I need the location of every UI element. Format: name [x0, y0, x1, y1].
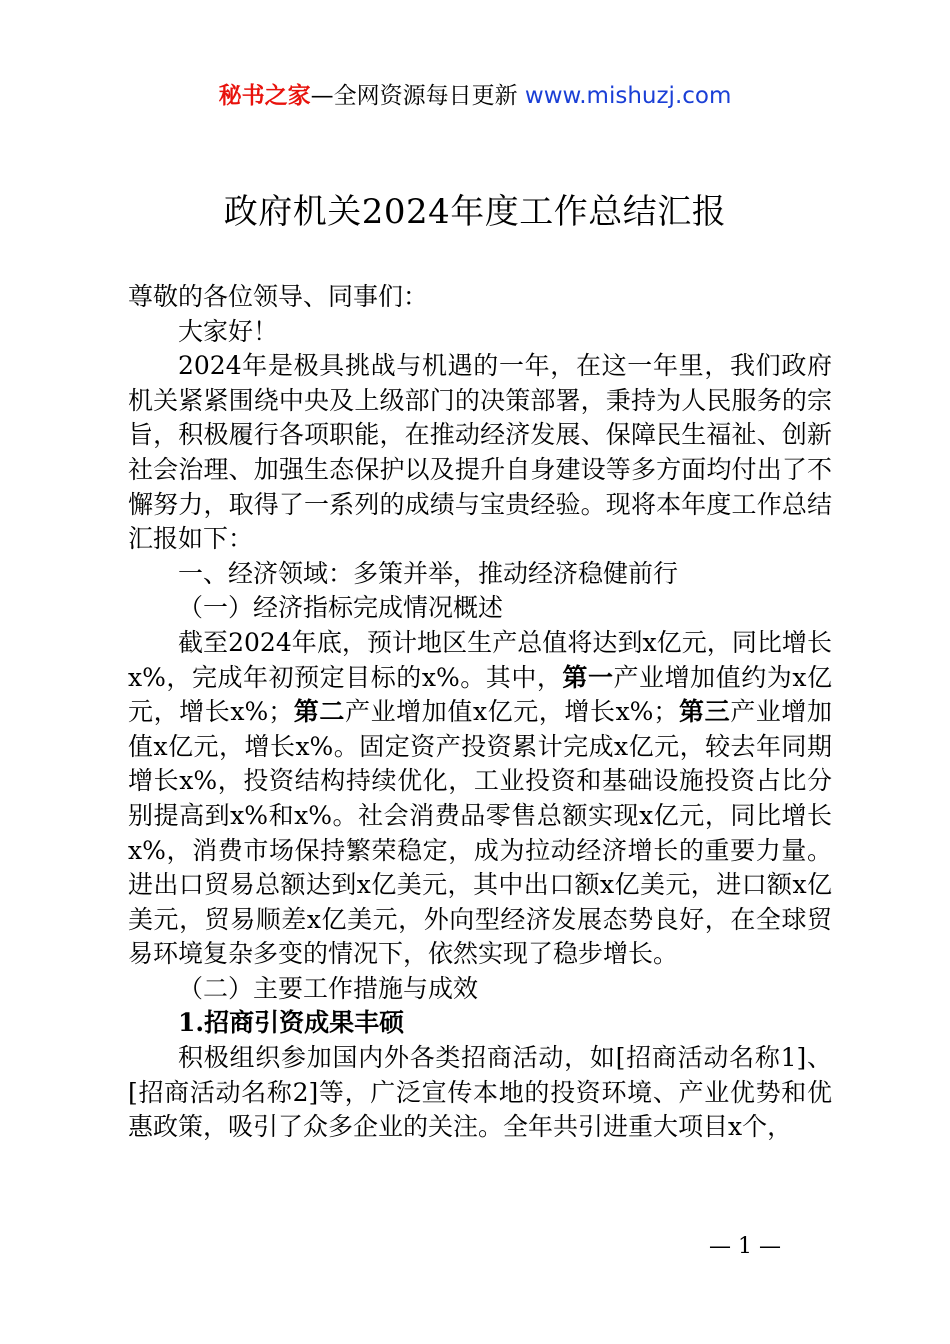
document-title: 政府机关2024年度工作总结汇报 — [223, 192, 727, 232]
primary-industry-label: 第一 — [562, 662, 614, 692]
tertiary-industry-label: 第三 — [678, 697, 731, 727]
economy-text-c: 产业增加值约为x亿元，增长x%； — [128, 662, 832, 727]
site-url[interactable]: www.mishuzj.com — [524, 83, 732, 109]
secondary-industry-label: 第二 — [293, 697, 345, 727]
economy-paragraph — [128, 626, 832, 972]
economy-text-a: 截至2024年底，预计地区生产总值将达到x亿元，同比增长x%，完成年初预定目标的x%。其中， — [128, 627, 832, 692]
item-heading-1: 1.招商引资成果丰硕 — [178, 1008, 405, 1038]
subsection-heading-1: （一）经济指标完成情况概述 — [178, 593, 504, 623]
page-number: — 1 — — [709, 1234, 781, 1259]
section-heading-1: 一、经济领域：多策并举，推动经济稳健前行 — [178, 558, 679, 588]
intro-paragraph: 2024年是极具挑战与机遇的一年，在这一年里，我们政府机关紧紧围绕中央及上级部门的决策部署，秉持为人民服务的宗旨，积极履行各项职能，在推动经济发展、保障民生福祉、创新社会治理、加强生态保护以及提升自身建设等多方面均付出了不懈努力，取得了一系列的成绩与宝贵经验。现将本年度工作总结汇报如下： — [128, 351, 832, 554]
header-tagline: —全网资源每日更新 — [310, 83, 525, 109]
site-header — [0, 80, 950, 112]
salutation: 尊敬的各位领导、同事们： — [128, 282, 429, 311]
economy-text-d: 产业增加值x亿元，增长x%； — [345, 697, 679, 727]
brand-name: 秘书之家 — [218, 83, 311, 109]
document-body — [128, 280, 832, 1145]
investment-paragraph: 积极组织参加国内外各类招商活动，如[招商活动名称1]、[招商活动名称2]等，广泛宣传本地的投资环境、产业优势和优惠政策，吸引了众多企业的关注。全年共引进重大项目x个， — [128, 1043, 832, 1142]
greeting: 大家好！ — [178, 316, 279, 346]
subsection-heading-2: （二）主要工作措施与成效 — [178, 973, 479, 1003]
economy-text-e: 产业增加值x亿元，增长x%。固定资产投资累计完成x亿元，较去年同期增长x%，投资结构持续优化，工业投资和基础设施投资占比分别提高到x%和x%。社会消费品零售总额实现x亿元，同比增长x%，消费市场保持繁荣稳定，成为拉动经济增长的重要力量。进出口贸易总额达到x亿美元，其中出口额x亿美元，进口额x亿美元，贸易顺差x亿美元，外向型经济发展态势良好，在全球贸易环境复杂多变的情况下，依然实现了稳步增长。 — [128, 697, 832, 969]
